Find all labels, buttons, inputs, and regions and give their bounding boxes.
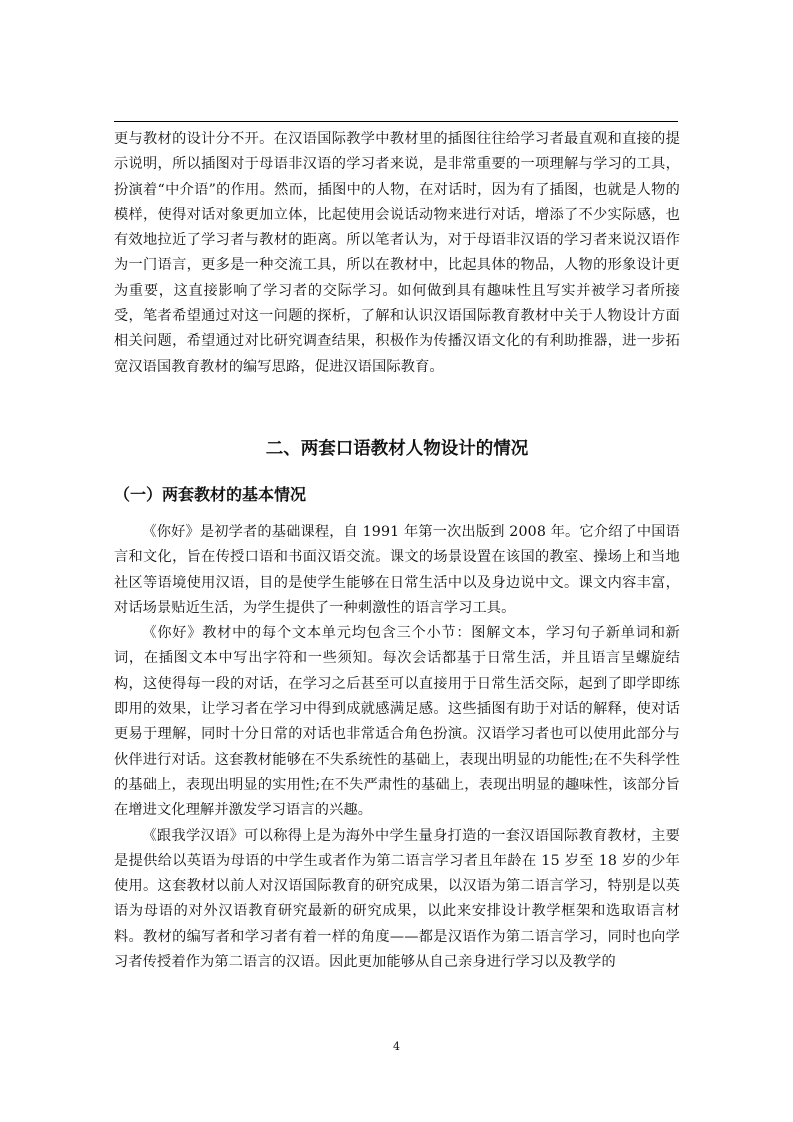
- page-number: 4: [393, 1040, 400, 1053]
- paragraph-genwoxue: 《跟我学汉语》可以称得上是为海外中学生量身打造的一套汉语国际教育教材，主要是提供给以英语为母语的中学生或者作为第二语言学习者且年龄在 15 岁至 18 岁的少年使用。这套教材以前人对汉语国际教育的研究成果，以汉语为第二语言学习，特别是以英语为母语的对外汉语教育研究最新的研究成果，以此来安排设计教学框架和选取语言材料。教材的编写者和学习者有着一样的角度——都是汉语作为第二语言学习，同时也向学习者传授着作为第二语言的汉语。因此更加能够从自己亲身进行学习以及教学的: [114, 827, 680, 971]
- subsection-title: （一）两套教材的基本情况: [114, 484, 307, 504]
- page-body: [114, 127, 680, 975]
- paragraph-nihao-structure: 《你好》教材中的每个文本单元均包含三个小节：图解文本，学习句子新单词和新词，在插图文本中写出字符和一些须知。每次会话都基于日常生活，并且语言呈螺旋结构，这使得每一段的对话，在学习之后甚至可以直接用于日常生活交际，起到了即学即练即用的效果，让学习者在学习中得到成就感满足感。这些插图有助于对话的解释，使对话更易于理解，同时十分日常的对话也非常适合角色扮演。汉语学习者也可以使用此部分与伙伴进行对话。这套教材能够在不失系统性的基础上，表现出明显的功能性;在不失科学性的基础上，表现出明显的实用性;在不失严肃性的基础上，表现出明显的趣味性，该部分旨在增进文化理解并激发学习语言的兴趣。: [114, 625, 680, 819]
- header-rule: [114, 121, 678, 122]
- intro-paragraph: 更与教材的设计分不开。在汉语国际教学中教材里的插图往往给学习者最直观和直接的提示说明，所以插图对于母语非汉语的学习者来说，是非常重要的一项理解与学习的工具，扮演着“中介语”的作用。然而，插图中的人物，在对话时，因为有了插图，也就是人物的模样，使得对话对象更加立体，比起使用会说话动物来进行对话，增添了不少实际感，也有效地拉近了学习者与教材的距离。所以笔者认为，对于母语非汉语的学习者来说汉语作为一门语言，更多是一种交流工具，所以在教材中，比起具体的物品，人物的形象设计更为重要，这直接影响了学习者的交际学习。如何做到具有趣味性且写实并被学习者所接受，笔者希望通过对这一问题的探析，了解和认识汉语国际教育教材中关于人物设计方面相关问题，希望通过对比研究调查结果，积极作为传播汉语文化的有利助推器，进一步拓宽汉语国教育教材的编写思路，促进汉语国际教育。: [114, 131, 680, 375]
- section-title: 二、两套口语教材人物设计的情况: [265, 438, 529, 459]
- paragraph-nihao-intro: 《你好》是初学者的基础课程，自 1991 年第一次出版到 2008 年。它介绍了中国语言和文化，旨在传授口语和书面汉语交流。课文的场景设置在该国的教室、操场上和当地社区等语境使用汉语，目的是使学生能够在日常生活中以及身边说中文。课文内容丰富，对话场景贴近生活，为学生提供了一种刺激性的语言学习工具。: [114, 523, 680, 616]
